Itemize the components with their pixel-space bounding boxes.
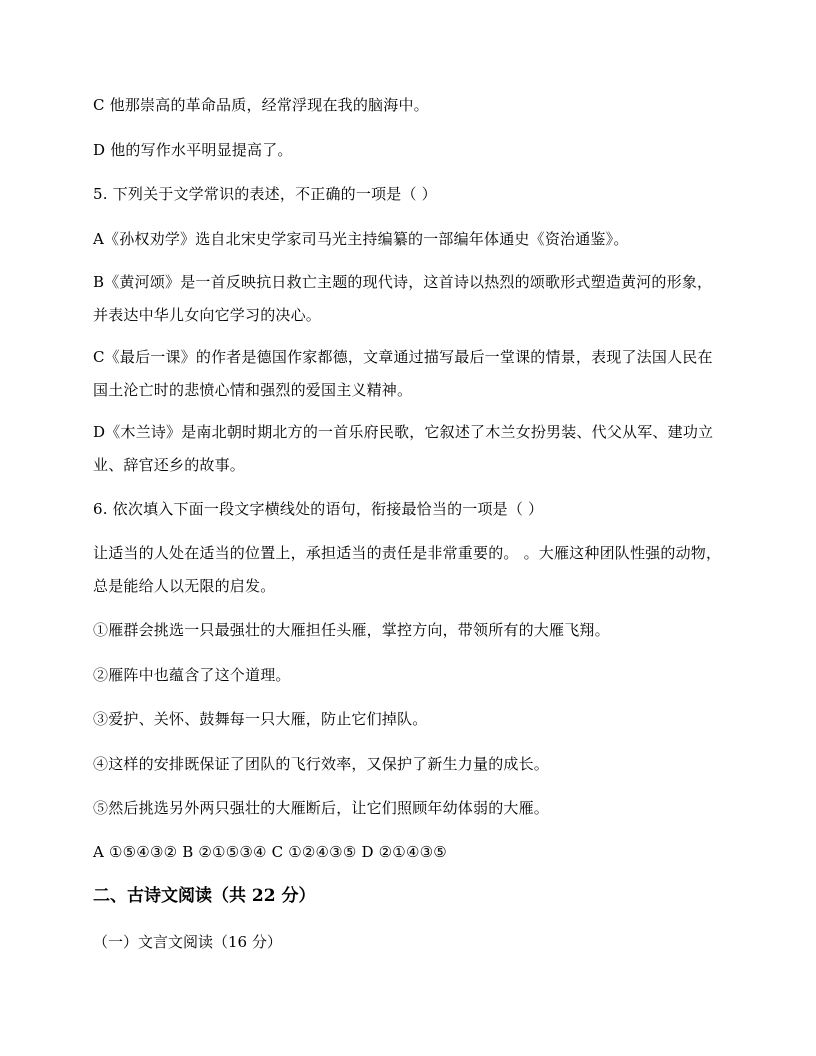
section-2-heading: 二、古诗文阅读（共 22 分）: [93, 886, 316, 906]
question-6-stem: 6. 依次填入下面一段文字横线处的语句，衔接最恰当的一项是（ ）: [93, 500, 544, 518]
q4-option-d: D 他的写作水平明显提高了。: [93, 141, 293, 159]
section-2-subheading: （一）文言文阅读（16 分）: [93, 933, 282, 951]
q6-sentence-4: ④这样的安排既保证了团队的飞行效率，又保护了新生力量的成长。: [93, 755, 550, 773]
question-5-stem: 5. 下列关于文学常识的表述，不正确的一项是（ ）: [93, 185, 437, 203]
q6-passage: 让适当的人处在适当的位置上，承担适当的责任是非常重要的。 。大雁这种团队性强的动物，总是能给人以无限的启发。: [93, 544, 722, 595]
q6-sentence-2: ②雁阵中也蕴含了这个道理。: [93, 666, 291, 684]
q5-option-d: D《木兰诗》是南北朝时期北方的一首乐府民歌，它叙述了木兰女扮男装、代父从军、建功立业、辞官还乡的故事。: [93, 423, 714, 474]
q5-option-b: B《黄河颂》是一首反映抗日救亡主题的现代诗，这首诗以热烈的颂歌形式塑造黄河的形象，并表达中华儿女向它学习的决心。: [93, 273, 713, 324]
q6-sentence-5: ⑤然后挑选另外两只强壮的大雁断后，让它们照顾年幼体弱的大雁。: [93, 799, 550, 817]
q4-option-c: C 他那崇高的革命品质，经常浮现在我的脑海中。: [93, 96, 429, 114]
q5-option-c: C《最后一课》的作者是德国作家都德，文章通过描写最后一堂课的情景，表现了法国人民在国土沦亡时的悲愤心情和强烈的爱国主义精神。: [93, 348, 713, 399]
q6-sentence-1: ①雁群会挑选一只最强壮的大雁担任头雁，掌控方向，带领所有的大雁飞翔。: [93, 621, 610, 639]
q6-answer-options: A ①⑤④③② B ②①⑤③④ C ①②④③⑤ D ②①④③⑤: [93, 843, 447, 861]
q6-sentence-3: ③爱护、关怀、鼓舞每一只大雁，防止它们掉队。: [93, 710, 428, 728]
q5-option-a: A《孙权劝学》选自北宋史学家司马光主持编纂的一部编年体通史《资治通鉴》。: [93, 230, 629, 248]
